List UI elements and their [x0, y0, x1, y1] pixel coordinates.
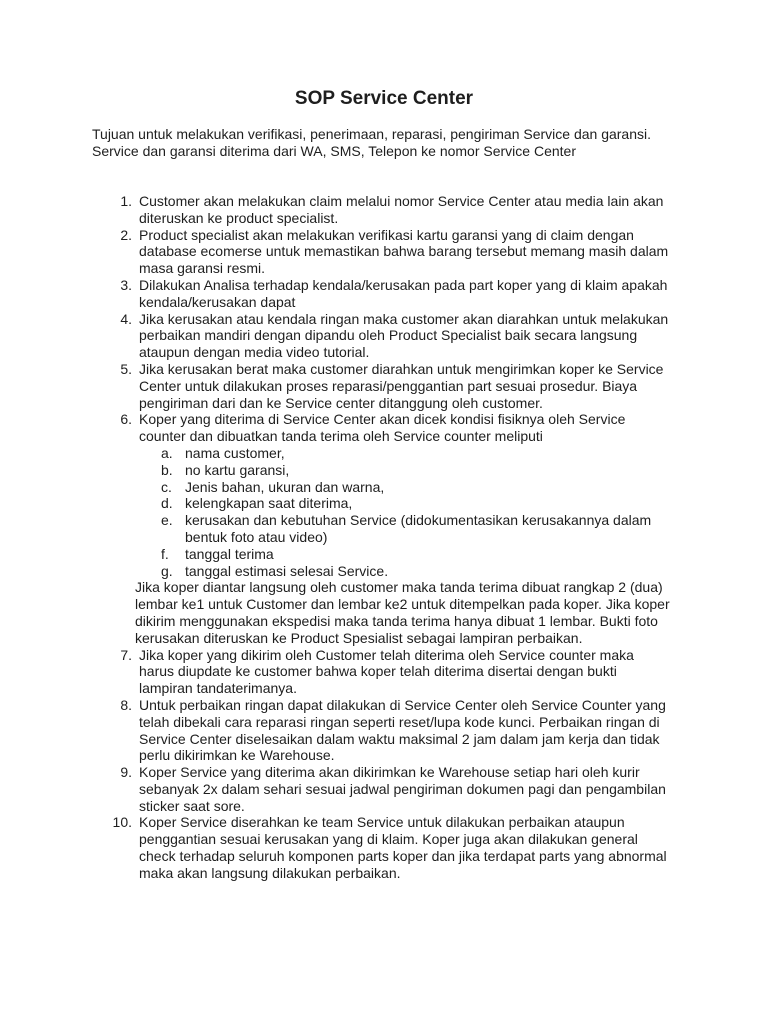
- step-text: Jika koper yang dikirim oleh Customer telah diterima oleh Service counter maka harus diupdate ke customer bahwa koper telah diterima disertai dengan bukti lampiran tandaterimanya.: [139, 646, 634, 697]
- step-item: [92, 411, 672, 646]
- receipt-item-letter: a.: [161, 444, 173, 461]
- step-item: [92, 311, 672, 361]
- receipt-item-text: kelengkapan saat diterima,: [185, 495, 353, 512]
- step-number: 10.: [112, 814, 132, 831]
- receipt-item-letter: c.: [161, 478, 172, 495]
- step-text: Product specialist akan melakukan verifikasi kartu garansi yang di claim dengan database ecomerse untuk memastikan bahwa barang tersebut memang masih dalam masa garansi resmi.: [139, 226, 669, 277]
- receipt-item-letter: d.: [161, 495, 173, 512]
- receipt-item-text: tanggal terima: [185, 545, 274, 562]
- step-number: 8.: [120, 696, 132, 713]
- step-number: 6.: [120, 411, 132, 428]
- receipt-item-text: tanggal estimasi selesai Service.: [185, 562, 389, 579]
- step-item: [92, 647, 672, 697]
- step-text: Dilakukan Analisa terhadap kendala/kerusakan pada part koper yang di klaim apakah kendala/kerusakan dapat: [139, 276, 668, 310]
- receipt-note: Jika koper diantar langsung oleh customer maka tanda terima dibuat rangkap 2 (dua) lembar ke1 untuk Customer dan lembar ke2 untuk ditempelkan pada koper. Jika koper dikirim menggunakan ekspedisi maka tanda terima hanya dibuat 1 lembar. Bukti foto kerusakan diteruskan ke Product Spesialist sebagai lampiran perbaikan.: [135, 579, 670, 646]
- document-title: SOP Service Center: [294, 88, 474, 109]
- step-number: 4.: [120, 310, 132, 327]
- step-item: [92, 361, 672, 411]
- step-text: Koper Service diserahkan ke team Service untuk dilakukan perbaikan ataupun penggantian sesuai kerusakan yang di klaim. Koper juga akan dilakukan general check terhadap seluruh komponen parts koper dan jika terdapat parts yang abnormal maka akan langsung dilakukan perbaikan.: [139, 814, 667, 881]
- receipt-item-letter: g.: [161, 562, 173, 579]
- receipt-item: [139, 563, 672, 580]
- step-number: 7.: [120, 646, 132, 663]
- step-text: Koper Service yang diterima akan dikirimkan ke Warehouse setiap hari oleh kurir sebanyak 2x dalam sehari sesuai jadwal pengiriman dokumen pagi dan pengambilan sticker saat sore.: [139, 764, 666, 814]
- step-item: [92, 227, 672, 277]
- step-number: 2.: [120, 226, 132, 243]
- step-text: Customer akan melakukan claim melalui nomor Service Center atau media lain akan diteruskan ke product specialist.: [139, 193, 664, 226]
- receipt-item: [139, 445, 672, 462]
- receipt-item: [139, 495, 672, 512]
- receipt-item-text: no kartu garansi,: [185, 461, 290, 478]
- step-text: Koper yang diterima di Service Center akan dicek kondisi fisiknya oleh Service counter dan dibuatkan tanda terima oleh Service counter meliputi: [139, 411, 626, 445]
- intro-channels: Service dan garansi diterima dari WA, SMS, Telepon ke nomor Service Center: [92, 142, 576, 159]
- receipt-item-text: kerusakan dan kebutuhan Service (didokumentasikan kerusakannya dalam bentuk foto atau video): [185, 512, 652, 545]
- step-item: [92, 193, 672, 227]
- receipt-item-letter: f.: [161, 545, 169, 562]
- step-text: Jika kerusakan atau kendala ringan maka customer akan diarahkan untuk melakukan perbaikan mandiri dengan dipandu oleh Product Specialist baik secara langsung ataupun dengan media video tutorial.: [139, 310, 669, 361]
- step-text: Untuk perbaikan ringan dapat dilakukan di Service Center oleh Service Counter yang telah dibekali cara reparasi ringan seperti reset/lupa kode kunci. Perbaikan ringan di Service Center diselesaikan dalam waktu maksimal 2 jam dalam jam kerja dan tidak perlu dikirimkan ke Warehouse.: [139, 696, 666, 764]
- intro-section: [92, 126, 672, 160]
- sop-steps-list: [92, 193, 672, 882]
- receipt-item: [139, 512, 672, 546]
- receipt-items-list: [139, 445, 672, 579]
- step-item: [92, 814, 672, 881]
- step-text: Jika kerusakan berat maka customer diarahkan untuk mengirimkan koper ke Service Center untuk dilakukan proses reparasi/penggantian part sesuai prosedur. Biaya pengiriman dari dan ke Service center ditanggung oleh customer.: [139, 360, 664, 411]
- step-item: [92, 764, 672, 814]
- intro-purpose: Tujuan untuk melakukan verifikasi, penerimaan, reparasi, pengiriman Service dan garansi.: [92, 126, 651, 142]
- step-item: [92, 697, 672, 764]
- receipt-item-text: nama customer,: [185, 444, 285, 461]
- receipt-item: [139, 462, 672, 479]
- step-item: [92, 277, 672, 311]
- step-number: 1.: [120, 193, 132, 209]
- receipt-item-letter: e.: [161, 512, 173, 529]
- receipt-item-letter: b.: [161, 461, 173, 478]
- receipt-item: [139, 479, 672, 496]
- receipt-item-text: Jenis bahan, ukuran dan warna,: [185, 478, 385, 495]
- step-number: 9.: [120, 764, 132, 781]
- step-number: 3.: [120, 276, 132, 293]
- receipt-item: [139, 546, 672, 563]
- step-number: 5.: [120, 360, 132, 377]
